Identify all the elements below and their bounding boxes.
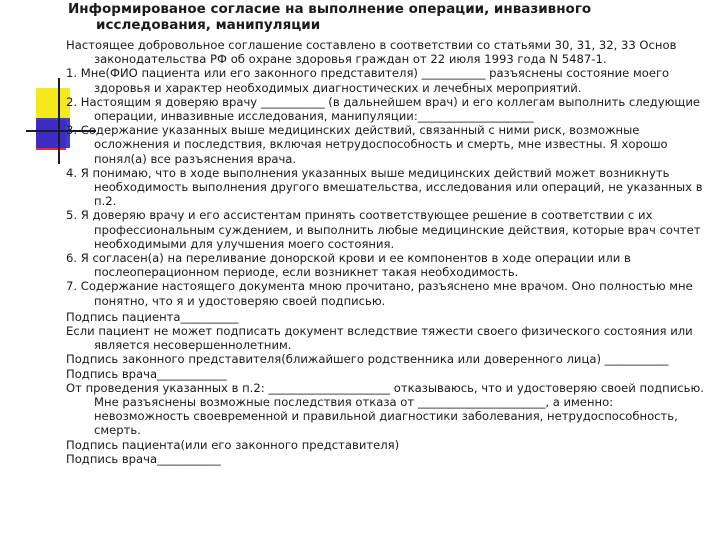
doctor-final-signature-line: Подпись врача___________ <box>66 451 221 466</box>
document-title <box>68 1 688 33</box>
patient-final-signature-line: Подпись пациента(или его законного представителя) <box>66 437 400 452</box>
title-line-2: исследования, манипуляции <box>96 17 321 33</box>
item-7: 7. Содержание настоящего документа мною прочитано, разъяснено мне врачом. Оно полностью мне понятно, что я и удостоверяю своей подписью. <box>66 279 693 308</box>
item-6: 6. Я согласен(а) на переливание донорской крови и ее компонентов в ходе операции или в послеоперационном периоде, если возникнет такая необходимость. <box>66 251 631 280</box>
decor-blue-square <box>36 118 70 148</box>
item-2: 2. Настоящим я доверяю врачу ___________ (в дальнейшем врач) и его коллегам выполнить следующие операции, инвазивные исследования, манипуляции:____________________ <box>66 94 700 124</box>
intro-paragraph: Настоящее добровольное соглашение составлено в соответствии со статьями 30, 31, 32, 33 Основ законодательства РФ об охране здоровья граждан от 22 июля 1993 года N 5487-1. <box>66 38 677 67</box>
item-1: 1. Мне(ФИО пациента или его законного представителя) ___________ разъяснены состояние моего здоровья и характер необходимых диагностических и лечебных мероприятий. <box>66 66 670 95</box>
title-line-1: Информированое согласие на выполнение операции, инвазивного <box>68 1 592 17</box>
patient-signature-line: Подпись пациента__________ <box>66 309 239 324</box>
item-4: 4. Я понимаю, что в ходе выполнения указанных выше медицинских действий может возникнуть необходимость выполнения другого вмешательства, исследования или операций, не указанных в п.2. <box>66 165 703 209</box>
representative-signature-line: Подпись законного представителя(ближайшего родственника или доверенного лица) ___________ <box>66 352 669 367</box>
decor-yellow-square <box>36 88 70 122</box>
decor-vertical-line <box>58 78 60 164</box>
item-3: 3. Содержание указанных выше медицинских действий, связанный с ними риск, возможные осложнения и последствия, включая нетрудоспособность и смерть, мне известны. Я хорошо понял(а) все разъяснения врача. <box>66 123 668 166</box>
item-5: 5. Я доверяю врачу и его ассистентам принять соответствующее решение в соответствии с их профессиональным суждением, и выполнить любые медицинские действия, которые врач сочтет необходимыми для улучшения моего состояния. <box>66 208 701 251</box>
doctor-signature-line: Подпись врача____________ <box>66 366 227 381</box>
document-body <box>66 38 706 466</box>
incapable-note: Если пациент не может подписать документ вследствие тяжести своего физического состояния или является несовершеннолетним. <box>66 324 693 353</box>
refusal-paragraph: От проведения указанных в п.2: _____________________ отказываюсь, что и удостоверяю своей подписью. Мне разъяснены возможные последствия отказа от ______________________, а именно: невозможность своевременной и правильной диагностики заболевания, нетрудоспособность, смерть. <box>66 380 704 438</box>
